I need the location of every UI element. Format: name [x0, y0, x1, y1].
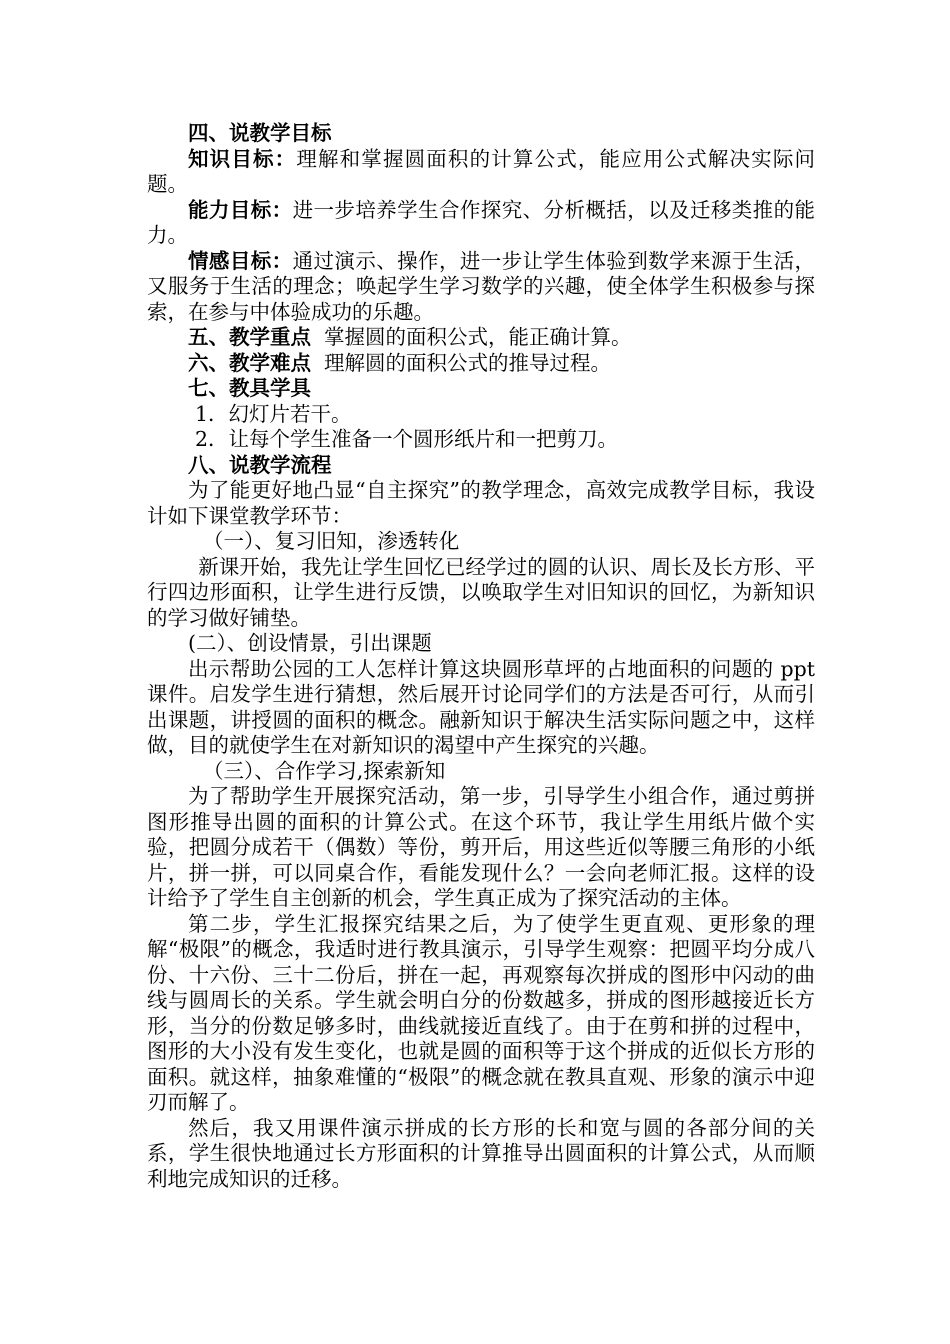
paragraph-knowledge-goal [147, 147, 815, 198]
text-ability-goal: 进一步培养学生合作探究、分析概括，以及迁移类推的能力。 [147, 197, 816, 247]
paragraph-part-2: 出示帮助公园的工人怎样计算这块圆形草坪的占地面积的问题的 ppt 课件。启发学生进行猜想，然后展开讨论同学们的方法是否可行，从而引出课题，讲授圆的面积的概念。融新知识于解决生活实际问题之中，这样做，目的就使学生在对新知识的渴望中产生探究的兴趣。 [147, 656, 815, 757]
label-emotion-goal: 情感目标： [188, 248, 293, 273]
section-heading-teaching-process: 八、说教学流程 [188, 452, 332, 477]
paragraph-key-point [147, 325, 815, 351]
subheading-part-2: (二）、创设情景，引出课题 [188, 631, 432, 655]
document-body [147, 121, 815, 1192]
subheading-part-1: （一）、复习旧知，渗透转化 [203, 529, 460, 553]
paragraph-part-3-step-2: 第二步，学生汇报探究结果之后，为了使学生更直观、更形象的理解“极限”的概念，我适时进行教具演示，引导学生观察：把圆平均分成八份、十六份、三十二份后，拼在一起，再观察每次拼成的图形中闪动的曲线与圆周长的关系。学生就会明白分的份数越多，拼成的图形越接近长方形，当分的份数足够多时，曲线就接近直线了。由于在剪和拼的过程中，图形的大小没有发生变化，也就是圆的面积等于这个拼成的近似长方形的面积。就这样，抽象难懂的“极限”的概念就在教具直观、形象的演示中迎刃而解了。 [147, 911, 815, 1114]
text-emotion-goal: 通过演示、操作，进一步让学生体验到数学来源于生活，又服务于生活的理念；唤起学生学习数学的兴趣，使全体学生积极参与探索，在参与中体验成功的乐趣。 [147, 248, 816, 324]
paragraph-part-3-step-1: 为了帮助学生开展探究活动，第一步，引导学生小组合作，通过剪拼图形推导出圆的面积的计算公式。在这个环节，我让学生用纸片做个实验，把圆分成若干（偶数）等份，剪开后，用这些近似等腰三角形的小纸片，拼一拼，可以同桌合作，看能发现什么？一会向老师汇报。这样的设计给予了学生自主创新的机会，学生真正成为了探究活动的主体。 [147, 784, 815, 910]
paragraph-process-intro: 为了能更好地凸显“自主探究”的教学理念，高效完成教学目标，我设计如下课堂教学环节： [147, 478, 815, 528]
list-item-teaching-aid: 2．让每个学生准备一个圆形纸片和一把剪刀。 [195, 427, 619, 451]
paragraph-part-1: 新课开始，我先让学生回忆已经学过的圆的认识、周长及长方形、平行四边形面积，让学生进行反馈，以唤取学生对旧知识的回忆，为新知识的学习做好铺垫。 [147, 554, 815, 630]
subheading-part-3: （三）、合作学习,探索新知 [203, 758, 446, 783]
paragraph-difficult-point [147, 351, 815, 377]
text-knowledge-goal: 理解和掌握圆面积的计算公式，能应用公式解决实际问题。 [147, 146, 816, 196]
section-heading-teaching-aids: 七、教具学具 [188, 376, 311, 400]
paragraph-emotion-goal [147, 249, 815, 326]
section-heading-difficult-point: 六、教学难点 [188, 350, 311, 375]
label-ability-goal: 能力目标： [188, 197, 293, 222]
paragraph-ability-goal [147, 198, 815, 249]
list-item-teaching-aid: 1．幻灯片若干。 [195, 401, 352, 426]
text-key-point: 掌握圆的面积公式，能正确计算。 [324, 325, 632, 349]
section-heading-teaching-goals: 四、说教学目标 [188, 121, 332, 145]
section-heading-key-point: 五、教学重点 [188, 325, 311, 349]
label-knowledge-goal: 知识目标： [188, 146, 297, 171]
text-difficult-point: 理解圆的面积公式的推导过程。 [324, 350, 612, 375]
paragraph-part-3-step-3: 然后，我又用课件演示拼成的长方形的长和宽与圆的各部分间的关系，学生很快地通过长方形面积的计算推导出圆面积的计算公式，从而顺利地完成知识的迁移。 [147, 1115, 815, 1191]
